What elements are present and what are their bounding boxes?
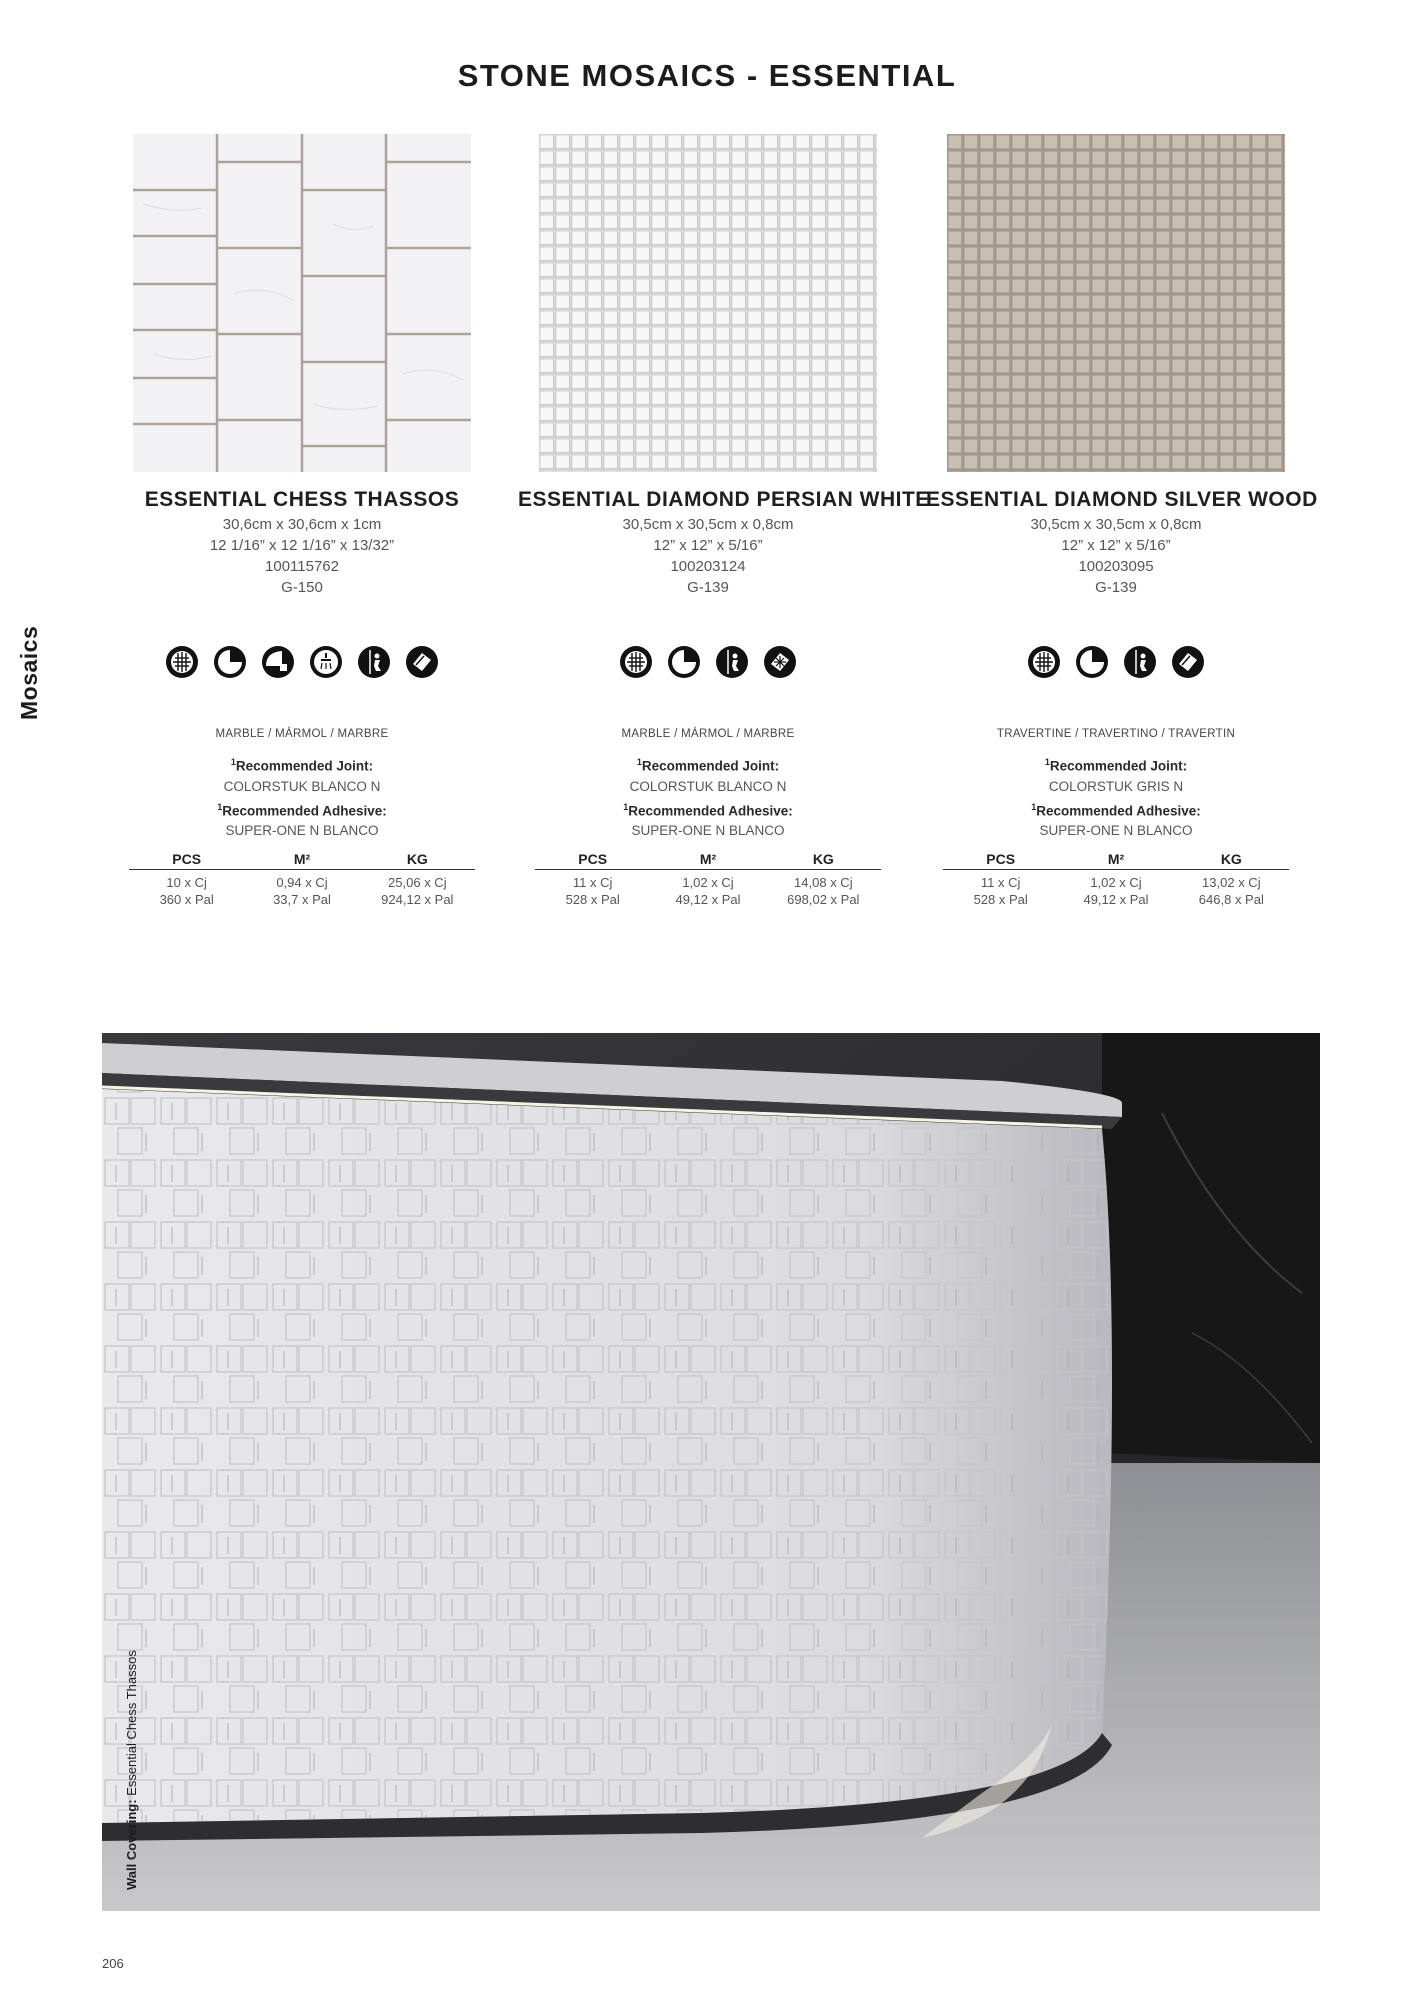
product-size-imperial: 12” x 12” x 5/16”: [653, 537, 763, 554]
product-code: 100203095: [1078, 558, 1154, 575]
chess-thassos-pattern: [133, 134, 471, 472]
product-name: ESSENTIAL DIAMOND SILVER WOOD: [926, 488, 1318, 511]
polished-icon: [404, 644, 440, 680]
pallet-m2: 33,7 x Pal: [273, 892, 331, 907]
product-name: ESSENTIAL CHESS THASSOS: [144, 488, 460, 511]
product-group: G-139: [1095, 579, 1137, 596]
reception-desk-photo: [102, 1033, 1320, 1911]
box-m2: 0,94 x Cj: [276, 875, 328, 890]
recommended-joint-label: $^1$Recommended Joint:: [636, 757, 780, 774]
product-swatch-image: [133, 134, 471, 472]
header-m2: M²: [1107, 851, 1125, 867]
product-swatch-image: [947, 134, 1285, 472]
header-pcs: PCS: [578, 851, 608, 867]
packing-table-header: [535, 851, 881, 870]
packing-box-row: [129, 874, 475, 891]
diamond-persian-white-pattern: [539, 134, 877, 472]
product-card-diamond-silver-wood: [926, 134, 1318, 908]
page-number: 206: [102, 1956, 124, 1971]
pallet-kg: 646,8 x Pal: [1198, 892, 1264, 907]
mesh-icon: [1026, 644, 1062, 680]
page-title: STONE MOSAICS - ESSENTIAL: [457, 58, 957, 93]
recommended-joint-value: COLORSTUK BLANCO N: [629, 778, 787, 794]
header-kg: KG: [1220, 851, 1242, 867]
box-pcs: 10 x Cj: [166, 875, 207, 890]
header-kg: KG: [406, 851, 428, 867]
header-pcs: PCS: [986, 851, 1016, 867]
product-size-imperial: 12” x 12” x 5/16”: [1061, 537, 1171, 554]
packing-box-row: [535, 874, 881, 891]
product-card-chess-thassos: [112, 134, 492, 908]
header-m2: M²: [293, 851, 311, 867]
product-name: ESSENTIAL DIAMOND PERSIAN WHITE: [518, 488, 930, 511]
header-pcs: PCS: [172, 851, 202, 867]
photo-caption: Wall Covering: Essential Chess Thassos: [124, 1650, 139, 1890]
mesh-icon: [618, 644, 654, 680]
pallet-pcs: 528 x Pal: [565, 892, 620, 907]
header-m2: M²: [699, 851, 717, 867]
bathroom-icon: [714, 644, 750, 680]
diamond-silver-wood-pattern: [947, 134, 1285, 472]
frost-resistant-icon: [762, 644, 798, 680]
pallet-kg: 924,12 x Pal: [381, 892, 454, 907]
product-code: 100203124: [670, 558, 746, 575]
product-size-imperial: 12 1/16” x 12 1/16” x 13/32”: [209, 537, 395, 554]
product-size-metric: 30,5cm x 30,5cm x 0,8cm: [622, 516, 794, 533]
product-feature-icons: [518, 644, 898, 684]
product-feature-icons: [112, 644, 492, 684]
packing-table: [943, 851, 1289, 908]
packing-pallet-row: [943, 891, 1289, 908]
recommended-adhesive-value: SUPER-ONE N BLANCO: [225, 823, 379, 838]
recommended-joint-value: COLORSTUK BLANCO N: [223, 778, 381, 794]
shower-icon: [308, 644, 344, 680]
box-pcs: 11 x Cj: [572, 875, 613, 890]
recommended-joint-label: $^1$Recommended Joint:: [1044, 757, 1188, 774]
recommended-adhesive-value: SUPER-ONE N BLANCO: [631, 823, 785, 838]
box-kg: 25,06 x Cj: [388, 875, 447, 890]
product-card-diamond-persian-white: [518, 134, 930, 908]
material-label: TRAVERTINE / TRAVERTINO / TRAVERTIN: [996, 728, 1236, 740]
packing-pallet-row: [535, 891, 881, 908]
product-size-metric: 30,5cm x 30,5cm x 0,8cm: [1030, 516, 1202, 533]
packing-table: [129, 851, 475, 908]
product-size-metric: 30,6cm x 30,6cm x 1cm: [222, 516, 382, 533]
packing-box-row: [943, 874, 1289, 891]
floor-wall-icon: [1074, 644, 1110, 680]
installation-photo: [102, 1033, 1320, 1911]
product-code: 100115762: [265, 558, 339, 575]
product-feature-icons: [926, 644, 1306, 684]
box-kg: 14,08 x Cj: [794, 875, 853, 890]
material-label: MARBLE / MÁRMOL / MARBRE: [215, 728, 389, 740]
floor-wall-icon: [212, 644, 248, 680]
packing-table: [535, 851, 881, 908]
header-kg: KG: [812, 851, 834, 867]
product-group: G-139: [687, 579, 729, 596]
pallet-pcs: 360 x Pal: [159, 892, 214, 907]
recommended-adhesive-label: $^1$Recommended Adhesive:: [1031, 801, 1201, 818]
recommended-adhesive-label: $^1$Recommended Adhesive:: [217, 801, 387, 818]
box-m2: 1,02 x Cj: [682, 875, 734, 890]
pallet-pcs: 528 x Pal: [973, 892, 1028, 907]
packing-pallet-row: [129, 891, 475, 908]
box-m2: 1,02 x Cj: [1090, 875, 1142, 890]
recommended-joint-value: COLORSTUK GRIS N: [1048, 778, 1184, 794]
pallet-kg: 698,02 x Pal: [787, 892, 860, 907]
packing-table-header: [943, 851, 1289, 870]
packing-table-header: [129, 851, 475, 870]
recommended-adhesive-label: $^1$Recommended Adhesive:: [623, 801, 793, 818]
polished-icon: [1170, 644, 1206, 680]
product-swatch-image: [539, 134, 877, 472]
material-label: MARBLE / MÁRMOL / MARBRE: [621, 728, 795, 740]
recommended-adhesive-value: SUPER-ONE N BLANCO: [1039, 823, 1193, 838]
box-kg: 13,02 x Cj: [1202, 875, 1261, 890]
pallet-m2: 49,12 x Pal: [675, 892, 741, 907]
bathroom-icon: [1122, 644, 1158, 680]
floor-wall-icon: [666, 644, 702, 680]
interior-icon: [260, 644, 296, 680]
pallet-m2: 49,12 x Pal: [1083, 892, 1149, 907]
recommended-joint-label: $^1$Recommended Joint:: [230, 757, 374, 774]
box-pcs: 11 x Cj: [980, 875, 1021, 890]
product-group: G-150: [281, 579, 323, 596]
bathroom-icon: [356, 644, 392, 680]
mesh-icon: [164, 644, 200, 680]
section-side-label: Mosaics: [16, 625, 42, 720]
